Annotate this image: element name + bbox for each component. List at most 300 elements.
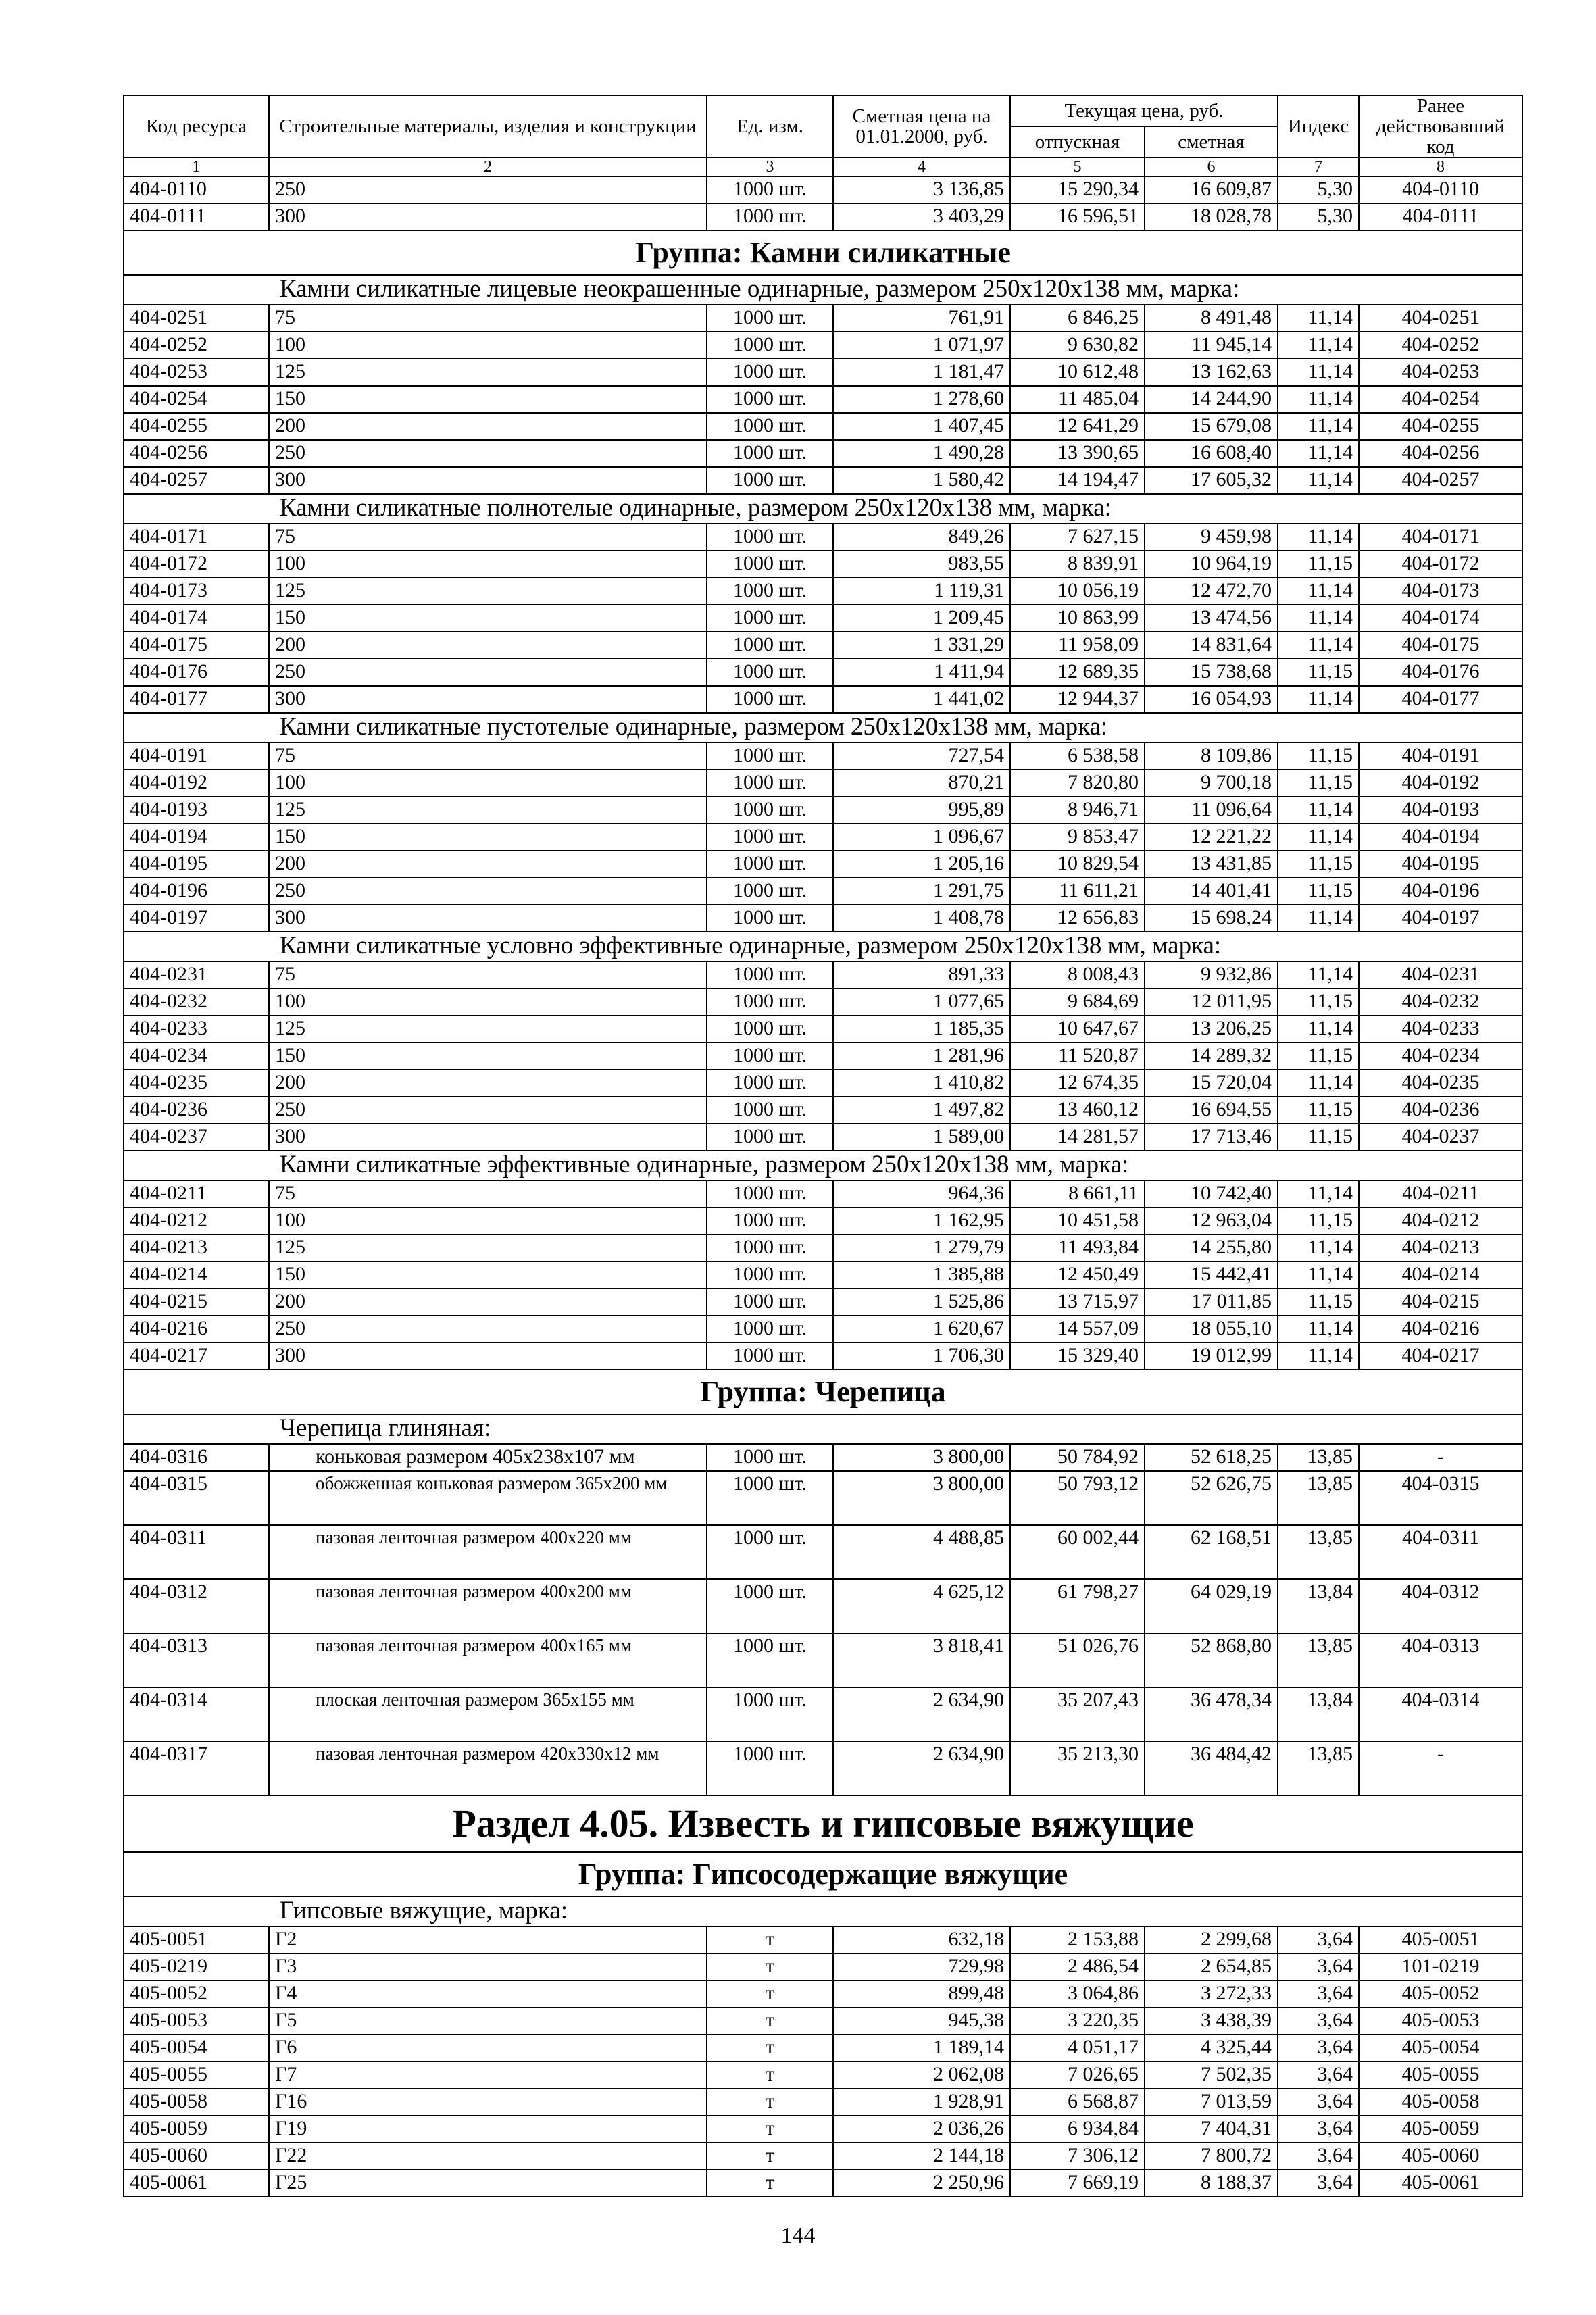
material-name: 100 [269,989,707,1016]
section-title: Раздел 4.05. Известь и гипсовые вяжущие [124,1795,1522,1852]
estimate-price: 15 442,41 [1145,1262,1278,1289]
col-num-8: 8 [1359,157,1522,176]
index: 3,64 [1278,2170,1359,2197]
subgroup-title: Камни силикатные полнотелые одинарные, размером 250х120х138 мм, марка: [269,494,1522,524]
estimate-price: 62 168,51 [1145,1525,1278,1579]
price-sheet [123,95,1522,2197]
resource-code: 404-0315 [124,1471,269,1525]
header-unit: Ед. изм. [707,95,833,157]
prev-code: 405-0058 [1359,2089,1522,2116]
resource-code: 405-0051 [124,1926,269,1953]
subgroup-row [124,932,1522,962]
prev-code: 404-0173 [1359,578,1522,605]
estimate-price: 15 679,08 [1145,413,1278,440]
index: 3,64 [1278,2062,1359,2089]
resource-code: 404-0193 [124,797,269,824]
resource-code: 404-0314 [124,1687,269,1741]
estimate-price: 14 401,41 [1145,878,1278,905]
table-row [124,1444,1522,1471]
base-price: 1 589,00 [833,1124,1010,1151]
resource-code: 404-0177 [124,686,269,713]
unit: 1000 шт. [707,905,833,932]
unit: 1000 шт. [707,1579,833,1633]
index: 11,14 [1278,632,1359,659]
material-name: 300 [269,686,707,713]
base-price: 1 205,16 [833,851,1010,878]
release-price: 61 798,27 [1010,1579,1145,1633]
estimate-price: 7 013,59 [1145,2089,1278,2116]
release-price: 10 451,58 [1010,1208,1145,1235]
release-price: 13 460,12 [1010,1097,1145,1124]
material-name [269,1579,707,1633]
index: 11,14 [1278,1262,1359,1289]
base-price: 1 411,94 [833,659,1010,686]
unit: 1000 шт. [707,1343,833,1370]
unit: 1000 шт. [707,851,833,878]
unit: 1000 шт. [707,1633,833,1687]
estimate-price: 3 272,33 [1145,1981,1278,2008]
table-row [124,2170,1522,2197]
resource-code: 404-0192 [124,770,269,797]
section-title-row [124,1795,1522,1852]
group-title-row [124,1852,1522,1897]
material-name: 200 [269,1289,707,1316]
base-price: 995,89 [833,797,1010,824]
prev-code: 404-0256 [1359,440,1522,467]
release-price: 11 611,21 [1010,878,1145,905]
estimate-price: 17 713,46 [1145,1124,1278,1151]
header-estimate-price: сметная [1145,126,1278,157]
release-price: 35 207,43 [1010,1687,1145,1741]
index: 11,14 [1278,440,1359,467]
release-price: 15 329,40 [1010,1343,1145,1370]
group-title: Группа: Черепица [124,1370,1522,1414]
resource-code: 405-0059 [124,2116,269,2143]
unit: 1000 шт. [707,878,833,905]
release-price: 11 485,04 [1010,386,1145,413]
resource-code: 404-0313 [124,1633,269,1687]
material-name-text: обожженная коньковая размером 365х200 мм [316,1473,668,1493]
index: 11,15 [1278,659,1359,686]
resource-code: 405-0060 [124,2143,269,2170]
index: 3,64 [1278,1953,1359,1981]
table-row [124,386,1522,413]
index: 11,14 [1278,413,1359,440]
material-name: 200 [269,851,707,878]
subgroup-row [124,275,1522,305]
base-price: 4 625,12 [833,1579,1010,1633]
estimate-price: 12 963,04 [1145,1208,1278,1235]
unit: 1000 шт. [707,797,833,824]
table-row [124,824,1522,851]
release-price: 14 194,47 [1010,467,1145,494]
index: 11,14 [1278,524,1359,551]
release-price: 7 306,12 [1010,2143,1145,2170]
material-name: 300 [269,467,707,494]
material-name: 100 [269,770,707,797]
release-price: 7 820,80 [1010,770,1145,797]
subgroup-title: Камни силикатные условно эффективные одинарные, размером 250х120х138 мм, марка: [269,932,1522,962]
resource-code: 404-0196 [124,878,269,905]
table-row [124,1016,1522,1043]
resource-code: 404-0191 [124,743,269,770]
table-row [124,632,1522,659]
release-price: 7 669,19 [1010,2170,1145,2197]
material-name: 150 [269,605,707,632]
unit: 1000 шт. [707,1124,833,1151]
prev-code: 404-0214 [1359,1262,1522,1289]
prev-code: 405-0052 [1359,1981,1522,2008]
prev-code: 404-0231 [1359,962,1522,989]
material-name: 100 [269,551,707,578]
prev-code: 404-0196 [1359,878,1522,905]
subgroup-title: Гипсовые вяжущие, марка: [269,1897,1522,1926]
unit: 1000 шт. [707,743,833,770]
release-price: 6 934,84 [1010,2116,1145,2143]
table-row [124,1235,1522,1262]
material-name: Г22 [269,2143,707,2170]
release-price: 10 056,19 [1010,578,1145,605]
table-row [124,605,1522,632]
prev-code: 404-0234 [1359,1043,1522,1070]
subgroup-title: Камни силикатные лицевые неокрашенные одинарные, размером 250х120х138 мм, марка: [269,275,1522,305]
base-price: 1 181,47 [833,359,1010,386]
release-price: 50 793,12 [1010,1471,1145,1525]
resource-code: 405-0052 [124,1981,269,2008]
base-price: 1 331,29 [833,632,1010,659]
material-name: Г5 [269,2008,707,2035]
index: 11,15 [1278,878,1359,905]
header-base-price: Сметная цена на 01.01.2000, руб. [833,95,1010,157]
table-row [124,467,1522,494]
material-name: 200 [269,632,707,659]
prev-code: 404-0110 [1359,176,1522,203]
estimate-price: 7 800,72 [1145,2143,1278,2170]
col-num-1: 1 [124,157,269,176]
index: 11,14 [1278,824,1359,851]
unit: 1000 шт. [707,176,833,203]
material-name: 250 [269,440,707,467]
unit: 1000 шт. [707,1289,833,1316]
index: 11,14 [1278,686,1359,713]
table-row [124,203,1522,230]
table-row [124,413,1522,440]
resource-code: 404-0111 [124,203,269,230]
estimate-price: 15 698,24 [1145,905,1278,932]
base-price: 2 036,26 [833,2116,1010,2143]
prev-code: 404-0236 [1359,1097,1522,1124]
unit: 1000 шт. [707,524,833,551]
unit: 1000 шт. [707,989,833,1016]
resource-code: 404-0234 [124,1043,269,1070]
index: 11,14 [1278,1070,1359,1097]
index: 13,84 [1278,1687,1359,1741]
prev-code: 405-0061 [1359,2170,1522,2197]
resource-code: 404-0176 [124,659,269,686]
subgroup-row [124,1151,1522,1180]
unit: 1000 шт. [707,1316,833,1343]
group-title: Группа: Гипсосодержащие вяжущие [124,1852,1522,1897]
release-price: 12 689,35 [1010,659,1145,686]
index: 11,15 [1278,551,1359,578]
unit: 1000 шт. [707,1262,833,1289]
estimate-price: 4 325,44 [1145,2035,1278,2062]
unit: т [707,2170,833,2197]
group-title-row [124,230,1522,275]
estimate-price: 16 609,87 [1145,176,1278,203]
prev-code: 405-0054 [1359,2035,1522,2062]
estimate-price: 36 478,34 [1145,1687,1278,1741]
index: 11,14 [1278,359,1359,386]
col-num-6: 6 [1145,157,1278,176]
material-name: Г2 [269,1926,707,1953]
table-row [124,1124,1522,1151]
base-price: 2 062,08 [833,2062,1010,2089]
index: 3,64 [1278,2035,1359,2062]
table-row [124,1043,1522,1070]
index: 11,14 [1278,905,1359,932]
table-row [124,305,1522,332]
table-row [124,1981,1522,2008]
unit: 1000 шт. [707,1070,833,1097]
base-price: 1 620,67 [833,1316,1010,1343]
resource-code: 404-0174 [124,605,269,632]
estimate-price: 52 868,80 [1145,1633,1278,1687]
prev-code: 404-0313 [1359,1633,1522,1687]
base-price: 4 488,85 [833,1525,1010,1579]
index: 3,64 [1278,2116,1359,2143]
release-price: 8 661,11 [1010,1180,1145,1208]
index: 11,15 [1278,1208,1359,1235]
unit: 1000 шт. [707,1097,833,1124]
resource-code: 404-0237 [124,1124,269,1151]
subgroup-spacer [124,932,269,962]
estimate-price: 14 831,64 [1145,632,1278,659]
prev-code: 404-0312 [1359,1579,1522,1633]
material-name: Г4 [269,1981,707,2008]
material-name-text: пазовая ленточная размером 400х220 мм [316,1527,632,1547]
resource-code: 404-0175 [124,632,269,659]
table-row [124,2143,1522,2170]
index: 11,14 [1278,797,1359,824]
estimate-price: 10 742,40 [1145,1180,1278,1208]
index: 11,14 [1278,578,1359,605]
base-price: 727,54 [833,743,1010,770]
resource-code: 404-0255 [124,413,269,440]
index: 11,15 [1278,989,1359,1016]
material-name: 125 [269,1235,707,1262]
table-row [124,797,1522,824]
estimate-price: 8 491,48 [1145,305,1278,332]
material-name: 75 [269,524,707,551]
subgroup-spacer [124,1151,269,1180]
prev-code: 404-0233 [1359,1016,1522,1043]
base-price: 1 279,79 [833,1235,1010,1262]
subgroup-title: Черепица глиняная: [269,1414,1522,1444]
prev-code: 404-0172 [1359,551,1522,578]
base-price: 632,18 [833,1926,1010,1953]
material-name-text: пазовая ленточная размером 400х200 мм [316,1581,632,1601]
base-price: 1 410,82 [833,1070,1010,1097]
release-price: 7 627,15 [1010,524,1145,551]
estimate-price: 2 299,68 [1145,1926,1278,1953]
release-price: 12 450,49 [1010,1262,1145,1289]
release-price: 2 486,54 [1010,1953,1145,1981]
base-price: 1 928,91 [833,2089,1010,2116]
prev-code: 404-0195 [1359,851,1522,878]
resource-code: 404-0197 [124,905,269,932]
table-row [124,1343,1522,1370]
column-number-row [124,157,1522,176]
resource-code: 404-0216 [124,1316,269,1343]
resource-code: 404-0231 [124,962,269,989]
table-row [124,962,1522,989]
material-name: 300 [269,1124,707,1151]
resource-code: 405-0054 [124,2035,269,2062]
index: 11,14 [1278,386,1359,413]
prev-code: 404-0257 [1359,467,1522,494]
material-name: 200 [269,413,707,440]
unit: 1000 шт. [707,686,833,713]
group-title-row [124,1370,1522,1414]
table-row [124,743,1522,770]
base-price: 899,48 [833,1981,1010,2008]
resource-code: 404-0317 [124,1741,269,1795]
release-price: 9 630,82 [1010,332,1145,359]
prev-code: 404-0251 [1359,305,1522,332]
resource-code: 404-0212 [124,1208,269,1235]
index: 3,64 [1278,2089,1359,2116]
base-price: 849,26 [833,524,1010,551]
table-row [124,1208,1522,1235]
release-price: 11 958,09 [1010,632,1145,659]
unit: 1000 шт. [707,770,833,797]
resource-code: 404-0256 [124,440,269,467]
header-release-price: отпускная [1010,126,1145,157]
table-row [124,1525,1522,1579]
table-row [124,905,1522,932]
resource-code: 404-0233 [124,1016,269,1043]
index: 11,14 [1278,467,1359,494]
prev-code: 404-0314 [1359,1687,1522,1741]
unit: т [707,1953,833,1981]
index: 3,64 [1278,2143,1359,2170]
prev-code: 404-0315 [1359,1471,1522,1525]
material-name: 100 [269,1208,707,1235]
estimate-price: 7 404,31 [1145,2116,1278,2143]
table-row [124,332,1522,359]
prev-code: 404-0237 [1359,1124,1522,1151]
prev-code: 404-0254 [1359,386,1522,413]
subgroup-spacer [124,1414,269,1444]
estimate-price: 17 011,85 [1145,1289,1278,1316]
base-price: 1 580,42 [833,467,1010,494]
table-row [124,989,1522,1016]
price-table-body [124,95,1522,2197]
table-row [124,1097,1522,1124]
material-name-text: коньковая размером 405х238х107 мм [316,1445,635,1468]
unit: 1000 шт. [707,962,833,989]
estimate-price: 12 472,70 [1145,578,1278,605]
table-row [124,1953,1522,1981]
material-name-text: пазовая ленточная размером 420х330х12 мм [316,1743,659,1764]
unit: 1000 шт. [707,824,833,851]
col-num-2: 2 [269,157,707,176]
release-price: 9 684,69 [1010,989,1145,1016]
resource-code: 404-0312 [124,1579,269,1633]
release-price: 12 944,37 [1010,686,1145,713]
unit: 1000 шт. [707,1741,833,1795]
prev-code: 404-0177 [1359,686,1522,713]
resource-code: 405-0219 [124,1953,269,1981]
estimate-price: 14 289,32 [1145,1043,1278,1070]
estimate-price: 13 431,85 [1145,851,1278,878]
material-name: 125 [269,359,707,386]
resource-code: 404-0211 [124,1180,269,1208]
resource-code: 404-0235 [124,1070,269,1097]
index: 13,84 [1278,1579,1359,1633]
prev-code: 404-0232 [1359,989,1522,1016]
material-name: 100 [269,332,707,359]
index: 3,64 [1278,2008,1359,2035]
table-row [124,2008,1522,2035]
index: 11,15 [1278,1043,1359,1070]
release-price: 10 863,99 [1010,605,1145,632]
index: 13,85 [1278,1471,1359,1525]
base-price: 1 077,65 [833,989,1010,1016]
col-num-3: 3 [707,157,833,176]
table-row [124,2035,1522,2062]
estimate-price: 3 438,39 [1145,2008,1278,2035]
release-price: 6 568,87 [1010,2089,1145,2116]
index: 11,14 [1278,1343,1359,1370]
index: 11,14 [1278,1180,1359,1208]
estimate-price: 14 244,90 [1145,386,1278,413]
subgroup-spacer [124,1897,269,1926]
material-name [269,1525,707,1579]
base-price: 2 634,90 [833,1741,1010,1795]
base-price: 870,21 [833,770,1010,797]
prev-code: - [1359,1741,1522,1795]
prev-code: 405-0060 [1359,2143,1522,2170]
table-row [124,1262,1522,1289]
table-row [124,1471,1522,1525]
prev-code: 404-0197 [1359,905,1522,932]
material-name: 125 [269,797,707,824]
estimate-price: 12 011,95 [1145,989,1278,1016]
material-name: 75 [269,1180,707,1208]
base-price: 1 278,60 [833,386,1010,413]
estimate-price: 13 474,56 [1145,605,1278,632]
index: 11,15 [1278,1097,1359,1124]
base-price: 729,98 [833,1953,1010,1981]
material-name: 200 [269,1070,707,1097]
material-name: Г6 [269,2035,707,2062]
table-row [124,1316,1522,1343]
estimate-price: 16 054,93 [1145,686,1278,713]
unit: 1000 шт. [707,440,833,467]
index: 11,15 [1278,851,1359,878]
prev-code: 404-0217 [1359,1343,1522,1370]
prev-code: 404-0212 [1359,1208,1522,1235]
unit: 1000 шт. [707,332,833,359]
material-name [269,1444,707,1471]
base-price: 3 403,29 [833,203,1010,230]
prev-code: 404-0192 [1359,770,1522,797]
index: 3,64 [1278,1926,1359,1953]
table-row [124,1633,1522,1687]
subgroup-row [124,1414,1522,1444]
